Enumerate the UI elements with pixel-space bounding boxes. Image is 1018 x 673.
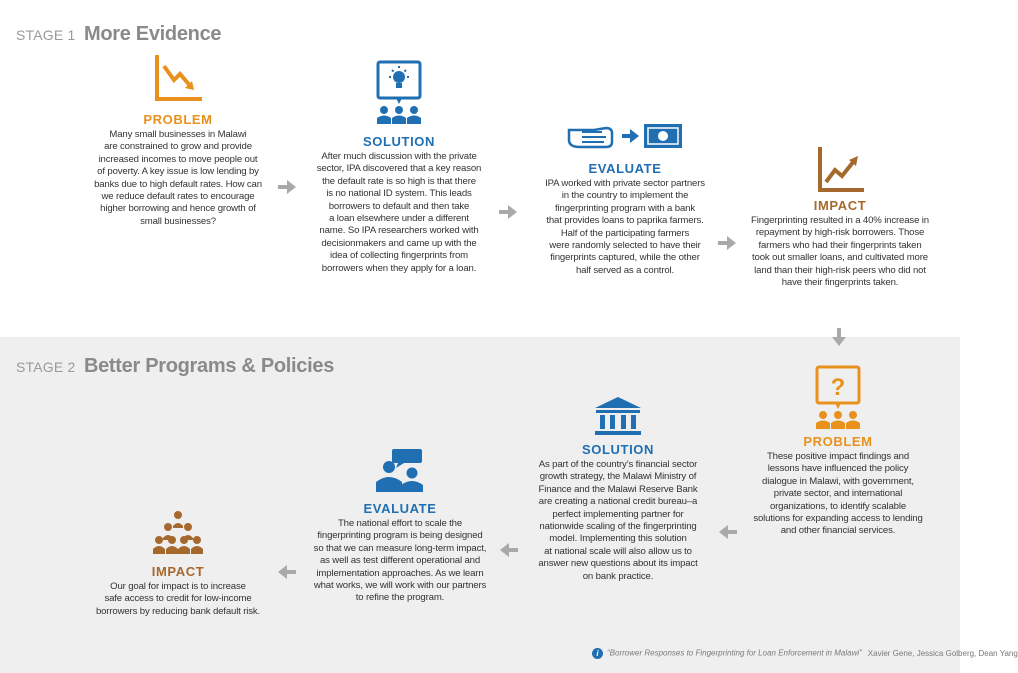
stage1-evaluate-block xyxy=(530,122,720,277)
rising-chart-icon xyxy=(815,146,865,194)
stage2-impact-text: Our goal for impact is to increase safe access to credit for low-income borrowers by reducing bank default risk. xyxy=(95,581,261,617)
flow-arrow-left-icon xyxy=(717,523,739,541)
stage1-heading: More Evidence xyxy=(83,23,222,45)
stage1-evaluate-text: IPA worked with private sector partners in the country to implement the fingerprinting program with a bank that provides loans to paprika farmers. Half of the participating farmers were randomly selected to have their fingerprints captured, while the other half served as a control. xyxy=(545,178,705,276)
bank-icon xyxy=(593,395,643,437)
flow-arrow-right-icon xyxy=(716,234,738,252)
money-exchange-icon xyxy=(566,122,684,150)
flow-arrow-right-icon xyxy=(497,203,519,221)
stage1-title xyxy=(16,23,221,46)
stage2-problem-block xyxy=(746,365,930,538)
stage2-solution-block xyxy=(520,395,716,583)
stage1-impact-text: Fingerprinting resulted in a 40% increase in repayment by high-risk borrowers. Those farmers who had their fingerprints taken took out smaller loans, and cultivated more land than their high-risk peers who did not have their fingerprints taken. xyxy=(751,215,929,289)
stage1-solution-heading: SOLUTION xyxy=(363,134,435,149)
stage2-evaluate-block xyxy=(306,446,494,605)
stage1-solution-text: After much discussion with the private sector, IPA discovered that a key reason the default rate is so high is that there is no national ID system. This leads borrowers to default and then take a loan elsewhere under a different name. So IPA researchers worked with decisionmakers and came up with the idea of collecting fingerprints from borrowers when they apply for a loan. xyxy=(316,151,482,274)
stage1-solution-block xyxy=(306,60,492,275)
info-icon[interactable]: i xyxy=(592,648,603,659)
stage2-problem-text: These positive impact findings and lessons have influenced the policy dialogue in Malawi, with government, private sector, and international organizations, to identify scalable solutions for expanding access to lending and other financial services. xyxy=(753,451,923,537)
stage1-problem-block xyxy=(88,54,268,228)
flow-arrow-left-icon xyxy=(498,541,520,559)
flow-arrow-right-icon xyxy=(276,178,298,196)
flow-arrow-left-icon xyxy=(276,563,298,581)
question-mark-glyph: ? xyxy=(830,374,846,401)
discussion-icon xyxy=(374,446,426,494)
stage2-evaluate-text: The national effort to scale the fingerprinting program is being designed so that we can measure long-term impact, as well as test different operational and implementation approaches. As we learn what works, we will work with our partners to refine the program. xyxy=(313,518,487,604)
group-question-icon xyxy=(813,365,863,431)
stage2-impact-heading: IMPACT xyxy=(151,564,205,579)
stage2-evaluate-heading: EVALUATE xyxy=(363,501,437,516)
stage1-problem-heading: PROBLEM xyxy=(143,112,213,127)
flow-arrow-down-icon xyxy=(830,326,848,348)
citation-authors: Xavier Gene, Jessica Golberg, Dean Yang xyxy=(867,648,1018,658)
stage2-label: STAGE 2 xyxy=(16,359,76,375)
stage1-impact-heading: IMPACT xyxy=(813,198,867,213)
stage2-heading: Better Programs & Policies xyxy=(83,355,335,377)
crowd-icon xyxy=(152,510,204,556)
declining-chart-icon xyxy=(152,54,204,104)
citation xyxy=(592,648,1018,659)
citation-title: “Borrower Responses to Fingerprinting for Loan Enforcement in Malawi” xyxy=(607,648,862,658)
stage1-label: STAGE 1 xyxy=(16,27,76,43)
stage2-problem-heading: PROBLEM xyxy=(803,434,873,449)
stage2-solution-heading: SOLUTION xyxy=(582,442,654,457)
stage1-impact-block xyxy=(748,146,932,289)
stage1-problem-text: Many small businesses in Malawi are constrained to grow and provide increased incomes to move people out of poverty. A key issue is low lending by banks due to high default rates. How can we reduce default rates to encourage higher borrowing and hence growth of small businesses? xyxy=(94,129,262,227)
group-idea-icon xyxy=(374,60,424,126)
stage2-title xyxy=(16,355,334,378)
stage2-impact-block xyxy=(88,510,268,618)
stage1-evaluate-heading: EVALUATE xyxy=(588,161,662,176)
stage2-solution-text: As part of the country’s financial sector growth strategy, the Malawi Ministry of Finance and the Malawi Reserve Bank are creating a national credit bureau–a perfect implementing partner for nationwide scaling of the fingerprinting model. Implementing this solution at national scale will also allow us to answer new questions about its impact on bank practice. xyxy=(538,459,698,582)
